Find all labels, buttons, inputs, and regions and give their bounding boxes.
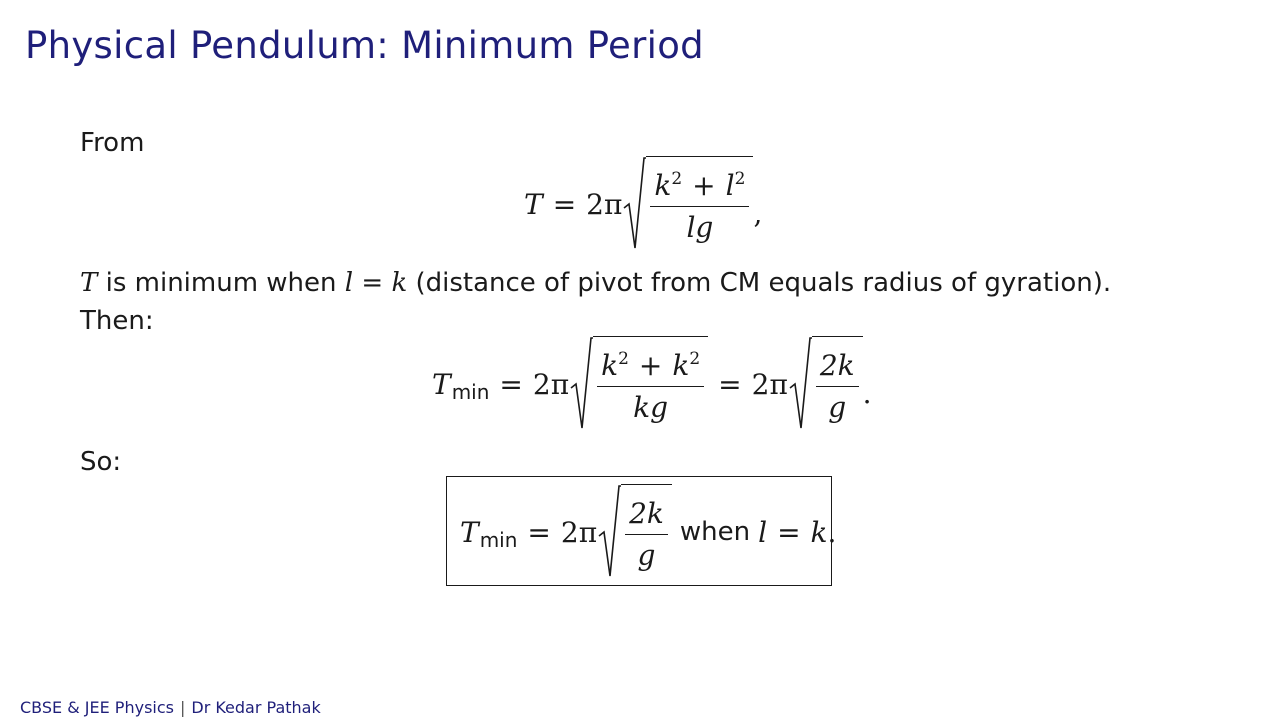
eq3-coeff: 2π bbox=[560, 515, 598, 549]
eq2-lhs-sub: min bbox=[451, 380, 490, 404]
eq2-fraction-1 bbox=[597, 349, 704, 424]
eq2-coeff: 2π bbox=[532, 367, 570, 401]
from-label: From bbox=[80, 128, 145, 158]
eq1-trail: , bbox=[753, 196, 763, 230]
eq3-sqrt bbox=[597, 484, 672, 580]
radical-sign-icon bbox=[569, 336, 593, 432]
eq3-k: k bbox=[810, 515, 828, 549]
eq2-num-a: k bbox=[601, 349, 619, 382]
eq1-fraction bbox=[650, 169, 749, 244]
eq1-num-a-exp: 2 bbox=[671, 169, 683, 189]
cond-l: l bbox=[344, 268, 354, 298]
slide-title: Physical Pendulum: Minimum Period bbox=[25, 24, 704, 67]
cond-eq: = bbox=[353, 268, 392, 298]
eq2-num2: 2k bbox=[819, 349, 855, 382]
eq1-num-b: l bbox=[725, 169, 735, 202]
eq2-fraction-2 bbox=[816, 349, 859, 424]
eq2-coeff-2: 2π bbox=[751, 367, 788, 401]
eq3-fraction bbox=[625, 497, 668, 572]
eq2-sqrt-1 bbox=[569, 336, 708, 432]
radical-sign-icon bbox=[622, 156, 646, 252]
minimum-condition bbox=[80, 268, 1111, 298]
so-label: So: bbox=[80, 447, 122, 477]
eq1-num-a: k bbox=[654, 169, 672, 202]
eq3-l: l bbox=[758, 515, 768, 549]
footer-course: CBSE & JEE Physics bbox=[20, 698, 174, 717]
eq1-den: lg bbox=[686, 211, 714, 244]
eq2-trail: . bbox=[862, 376, 872, 410]
eq1-equals: = bbox=[552, 187, 577, 221]
then-label: Then: bbox=[80, 306, 154, 336]
eq3-num: 2k bbox=[629, 497, 664, 530]
cond-k: k bbox=[391, 268, 408, 298]
eq2-den2: g bbox=[828, 391, 847, 424]
eq1-plus: + bbox=[692, 169, 716, 202]
period-equation bbox=[524, 156, 762, 252]
eq2-equals-2: = bbox=[718, 367, 742, 401]
radical-sign-icon bbox=[597, 484, 621, 580]
cond-text1: is minimum when bbox=[97, 268, 345, 298]
eq3-equals: = bbox=[527, 515, 551, 549]
footer bbox=[20, 698, 321, 717]
eq1-lhs: T bbox=[524, 187, 543, 221]
eq2-plus: + bbox=[638, 349, 663, 382]
boxed-result-equation bbox=[460, 484, 836, 580]
eq3-lhs-sub: min bbox=[479, 528, 518, 552]
eq3-eq: = bbox=[777, 515, 801, 549]
cond-text2: (distance of pivot from CM equals radius of gyration). bbox=[407, 268, 1112, 298]
eq1-coeff: 2π bbox=[586, 187, 623, 221]
eq3-lhs: T bbox=[460, 515, 479, 549]
eq3-den: g bbox=[637, 539, 656, 572]
eq2-den: kg bbox=[633, 391, 669, 424]
eq2-lhs: T bbox=[432, 367, 451, 401]
eq2-equals: = bbox=[499, 367, 523, 401]
minimum-period-derivation bbox=[432, 336, 872, 432]
eq2-num-b-exp: 2 bbox=[689, 349, 701, 369]
eq2-sqrt-2 bbox=[788, 336, 863, 432]
eq3-when: when bbox=[679, 517, 751, 547]
footer-author: Dr Kedar Pathak bbox=[191, 698, 321, 717]
eq3-trail: . bbox=[827, 515, 837, 549]
cond-var: T bbox=[80, 268, 98, 298]
radical-sign-icon bbox=[788, 336, 812, 432]
eq2-num-b: k bbox=[672, 349, 690, 382]
eq2-num-a-exp: 2 bbox=[618, 349, 629, 369]
footer-separator: | bbox=[179, 698, 186, 717]
eq1-num-b-exp: 2 bbox=[734, 169, 746, 189]
eq1-sqrt bbox=[622, 156, 753, 252]
